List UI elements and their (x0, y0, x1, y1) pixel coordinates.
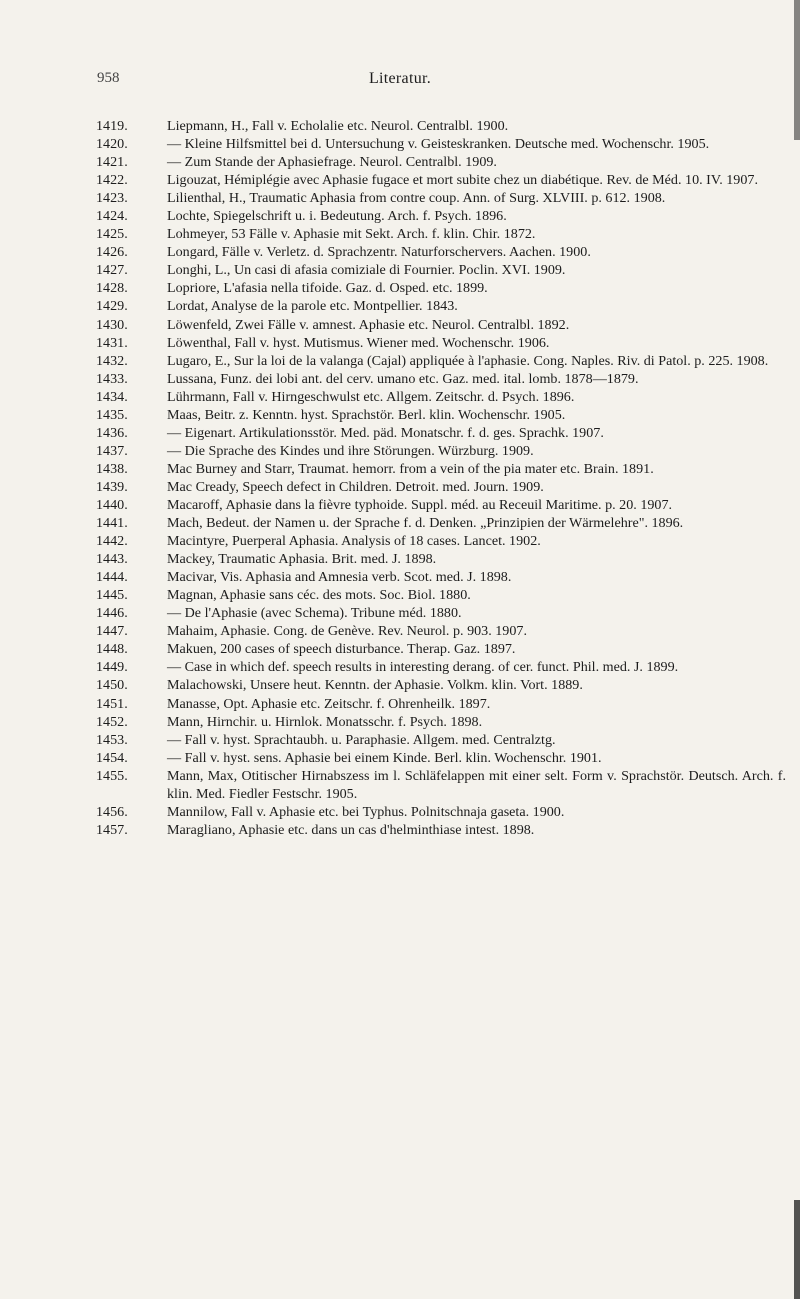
reference-text: Mackey, Traumatic Aphasia. Brit. med. J. 1898. (167, 551, 437, 568)
reference-number: 1447. (96, 623, 128, 640)
reference-entry (96, 406, 786, 424)
reference-number: 1429. (96, 298, 128, 315)
reference-text: Longard, Fälle v. Verletz. d. Sprachzentr. Naturforschervers. Aachen. 1900. (167, 244, 591, 261)
reference-text: Lordat, Analyse de la parole etc. Montpellier. 1843. (167, 298, 458, 315)
reference-text: Macaroff, Aphasie dans la fièvre typhoide. Suppl. méd. au Receuil Maritime. p. 20. 1907. (167, 496, 673, 513)
reference-number: 1425. (96, 226, 128, 243)
reference-text: Lopriore, L'afasia nella tifoide. Gaz. d. Osped. etc. 1899. (167, 280, 488, 297)
reference-text: Mannilow, Fall v. Aphasie etc. bei Typhus. Polnitschnaja gaseta. 1900. (167, 803, 565, 820)
reference-entry (96, 586, 786, 604)
reference-entry (96, 334, 786, 352)
reference-number: 1420. (96, 136, 128, 153)
reference-entry (96, 261, 786, 279)
reference-number: 1437. (96, 442, 128, 459)
reference-entry (96, 135, 786, 153)
reference-entry (96, 676, 786, 694)
reference-text: — Eigenart. Artikulationsstör. Med. päd. Monatschr. f. d. ges. Sprachk. 1907. (167, 424, 604, 441)
reference-entry (96, 604, 786, 622)
reference-number: 1445. (96, 587, 128, 604)
reference-entry (96, 316, 786, 334)
reference-text: Malachowski, Unsere heut. Kenntn. der Aphasie. Volkm. klin. Vort. 1889. (167, 677, 583, 694)
reference-text: Lohmeyer, 53 Fälle v. Aphasie mit Sekt. Arch. f. klin. Chir. 1872. (167, 226, 536, 243)
reference-entry (96, 388, 786, 406)
reference-number: 1419. (96, 118, 128, 134)
reference-number: 1430. (96, 316, 128, 333)
reference-number: 1452. (96, 713, 128, 730)
reference-text: — Zum Stande der Aphasiefrage. Neurol. Centralbl. 1909. (167, 154, 497, 171)
reference-entry (96, 568, 786, 586)
reference-text: Mann, Hirnchir. u. Hirnlok. Monatsschr. f. Psych. 1898. (167, 713, 483, 730)
reference-entry (96, 496, 786, 514)
reference-number: 1444. (96, 569, 128, 586)
reference-entry (96, 640, 786, 658)
reference-number: 1423. (96, 190, 128, 207)
reference-entry (96, 189, 786, 207)
reference-number: 1455. (96, 767, 128, 784)
reference-number: 1448. (96, 641, 128, 658)
reference-text: Mac Cready, Speech defect in Children. Detroit. med. Journ. 1909. (167, 478, 544, 495)
reference-entry (96, 478, 786, 496)
reference-entry (96, 225, 786, 243)
reference-number: 1424. (96, 208, 128, 225)
reference-entry (96, 442, 786, 460)
reference-entry (96, 243, 786, 261)
reference-entry (96, 622, 786, 640)
reference-number: 1426. (96, 244, 128, 261)
reference-entry (96, 532, 786, 550)
reference-number: 1442. (96, 533, 128, 550)
reference-number: 1421. (96, 154, 128, 171)
reference-text: Macintyre, Puerperal Aphasia. Analysis of 18 cases. Lancet. 1902. (167, 533, 541, 550)
reference-text: Longhi, L., Un casi di afasia comiziale di Fournier. Poclin. XVI. 1909. (167, 262, 566, 279)
reference-text: Mahaim, Aphasie. Cong. de Genève. Rev. Neurol. p. 903. 1907. (167, 623, 527, 640)
reference-entry (96, 658, 786, 676)
reference-text: Lührmann, Fall v. Hirngeschwulst etc. Allgem. Zeitschr. d. Psych. 1896. (167, 388, 575, 405)
reference-entry (96, 117, 786, 135)
reference-text: Lochte, Spiegelschrift u. i. Bedeutung. Arch. f. Psych. 1896. (167, 208, 507, 225)
reference-text: Ligouzat, Hémiplégie avec Aphasie fugace et mort subite chez un diabétique. Rev. de Méd. 10. IV. 1907. (167, 172, 758, 189)
reference-number: 1441. (96, 515, 128, 532)
reference-number: 1453. (96, 731, 128, 748)
reference-entry (96, 352, 786, 370)
reference-number: 1440. (96, 496, 128, 513)
reference-number: 1432. (96, 352, 128, 369)
reference-text: — De l'Aphasie (avec Schema). Tribune méd. 1880. (167, 605, 462, 622)
page-edge-shadow-bottom (794, 1200, 800, 1299)
reference-entry (96, 695, 786, 713)
reference-number: 1435. (96, 406, 128, 423)
running-title: Literatur. (368, 70, 432, 87)
reference-number: 1438. (96, 460, 128, 477)
page-number: 958 (97, 70, 120, 86)
reference-text: Lussana, Funz. dei lobi ant. del cerv. umano etc. Gaz. med. ital. lomb. 1878—1879. (167, 370, 639, 387)
reference-entry (96, 514, 786, 532)
reference-entry (96, 424, 786, 442)
reference-text: Mann, Max, Otitischer Hirnabszess im l. Schläfelappen mit einer selt. Form v. Sprachstör. Deutsch. Arch. f. klin. Med. Fiedler Festschr. 1905. (167, 767, 786, 802)
reference-text: Lilienthal, H., Traumatic Aphasia from contre coup. Ann. of Surg. XLVIII. p. 612. 1908. (167, 190, 666, 207)
reference-number: 1450. (96, 677, 128, 694)
reference-number: 1433. (96, 370, 128, 387)
reference-entry (96, 171, 786, 189)
reference-text: Löwenfeld, Zwei Fälle v. amnest. Aphasie etc. Neurol. Centralbl. 1892. (167, 316, 570, 333)
reference-number: 1446. (96, 605, 128, 622)
reference-number: 1457. (96, 821, 128, 838)
reference-text: — Case in which def. speech results in interesting derang. of cer. funct. Phil. med. J. 1899. (167, 659, 679, 676)
reference-list (96, 117, 786, 839)
reference-text: Liepmann, H., Fall v. Echolalie etc. Neurol. Centralbl. 1900. (167, 118, 509, 134)
reference-number: 1451. (96, 695, 128, 712)
reference-text: Makuen, 200 cases of speech disturbance. Therap. Gaz. 1897. (167, 641, 516, 658)
reference-text: — Fall v. hyst. Sprachtaubh. u. Paraphasie. Allgem. med. Centralztg. (167, 731, 556, 748)
reference-entry (96, 713, 786, 731)
reference-entry (96, 153, 786, 171)
reference-number: 1428. (96, 280, 128, 297)
reference-number: 1427. (96, 262, 128, 279)
reference-text: Mach, Bedeut. der Namen u. der Sprache f. d. Denken. „Prinzipien der Wärmelehre". 1896. (167, 515, 684, 532)
page-header (0, 70, 800, 92)
reference-text: Manasse, Opt. Aphasie etc. Zeitschr. f. Ohrenheilk. 1897. (167, 695, 491, 712)
reference-text: Magnan, Aphasie sans céc. des mots. Soc. Biol. 1880. (167, 587, 471, 604)
page-edge-shadow (794, 0, 800, 140)
reference-entry (96, 731, 786, 749)
reference-entry (96, 207, 786, 225)
reference-text: — Kleine Hilfsmittel bei d. Untersuchung v. Geisteskranken. Deutsche med. Wochenschr. 1905. (167, 136, 710, 153)
reference-number: 1436. (96, 424, 128, 441)
reference-entry (96, 460, 786, 478)
reference-text: — Fall v. hyst. sens. Aphasie bei einem Kinde. Berl. klin. Wochenschr. 1901. (167, 749, 602, 766)
reference-text: Maas, Beitr. z. Kenntn. hyst. Sprachstör. Berl. klin. Wochenschr. 1905. (167, 406, 566, 423)
reference-entry (96, 767, 786, 803)
reference-entry (96, 279, 786, 297)
reference-number: 1456. (96, 803, 128, 820)
reference-number: 1439. (96, 478, 128, 495)
reference-number: 1422. (96, 172, 128, 189)
reference-text: — Die Sprache des Kindes und ihre Störungen. Würzburg. 1909. (167, 442, 534, 459)
reference-entry (96, 821, 786, 839)
reference-entry (96, 550, 786, 568)
reference-text: Lugaro, E., Sur la loi de la valanga (Cajal) appliquée à l'aphasie. Cong. Naples. Riv. di Patol. p. 225. 1908. (167, 352, 769, 369)
reference-entry (96, 803, 786, 821)
reference-number: 1431. (96, 334, 128, 351)
reference-number: 1443. (96, 551, 128, 568)
reference-number: 1449. (96, 659, 128, 676)
reference-entry (96, 749, 786, 767)
reference-text: Macivar, Vis. Aphasia and Amnesia verb. Scot. med. J. 1898. (167, 569, 512, 586)
reference-number: 1454. (96, 749, 128, 766)
reference-entry (96, 297, 786, 315)
reference-entry (96, 370, 786, 388)
reference-text: Mac Burney and Starr, Traumat. hemorr. from a vein of the pia mater etc. Brain. 1891. (167, 460, 654, 477)
reference-number: 1434. (96, 388, 128, 405)
reference-text: Löwenthal, Fall v. hyst. Mutismus. Wiener med. Wochenschr. 1906. (167, 334, 550, 351)
reference-text: Maragliano, Aphasie etc. dans un cas d'helminthiase intest. 1898. (167, 821, 535, 838)
